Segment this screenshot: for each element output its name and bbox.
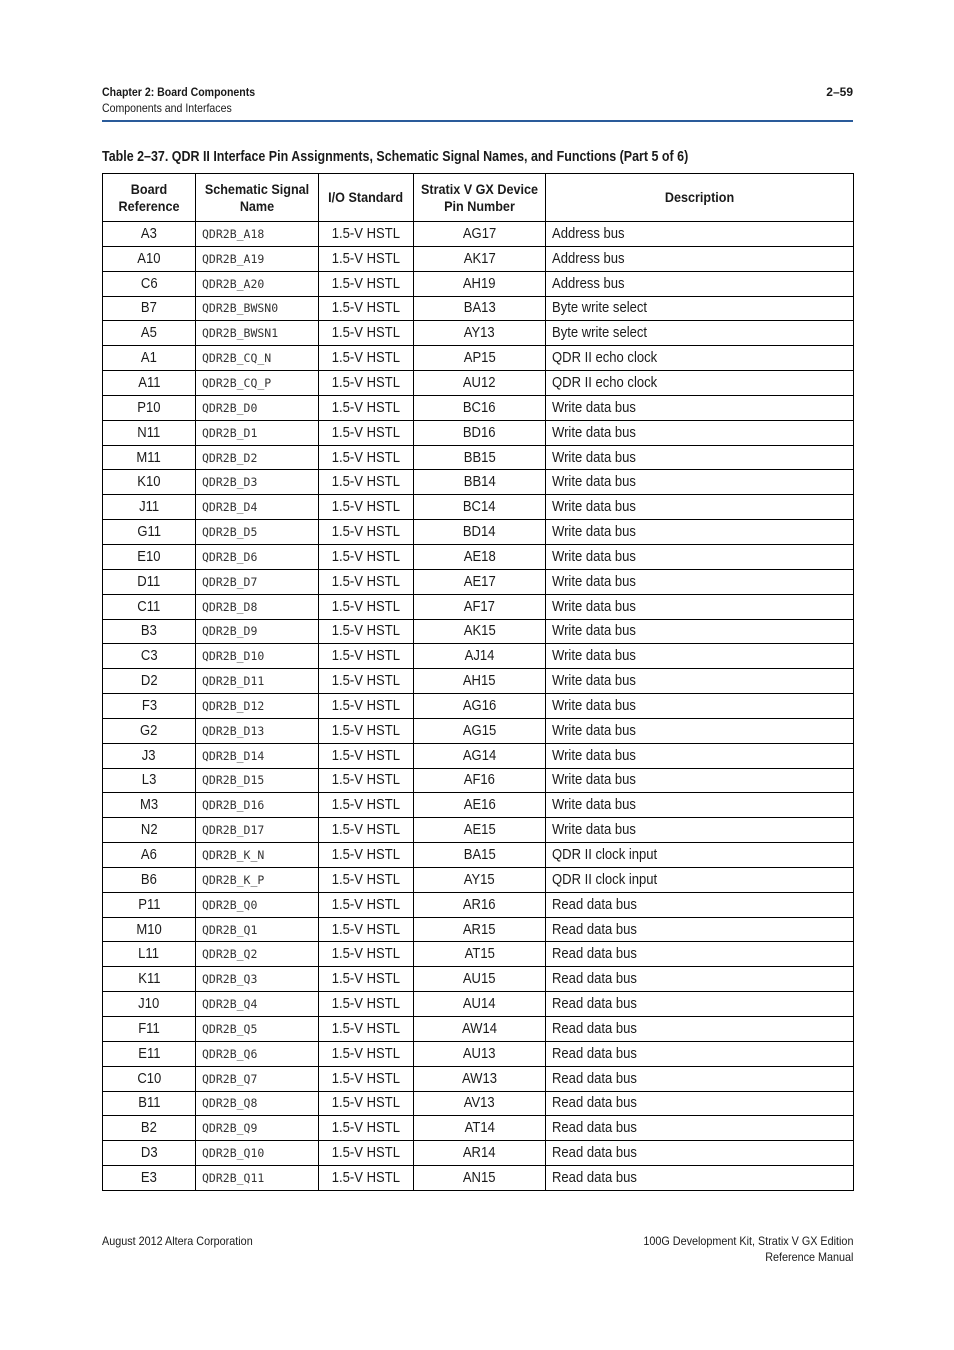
io-standard-cell: 1.5-V HSTL [319, 1116, 414, 1141]
table-row [103, 371, 854, 396]
board-reference-cell: L11 [103, 942, 196, 967]
io-standard-cell: 1.5-V HSTL [319, 1041, 414, 1066]
pin-number-cell: AW14 [414, 1017, 546, 1042]
signal-name-cell: QDR2B_D1 [196, 420, 319, 445]
description-cell: Address bus [546, 222, 854, 247]
page-header [102, 84, 853, 116]
board-reference-cell: E3 [103, 1166, 196, 1191]
description-cell: Write data bus [546, 470, 854, 495]
pin-number-cell: AF17 [414, 594, 546, 619]
description-cell: Read data bus [546, 917, 854, 942]
pin-number-cell: AW13 [414, 1066, 546, 1091]
pin-number-cell: AN15 [414, 1166, 546, 1191]
signal-name-cell: QDR2B_D14 [196, 743, 319, 768]
footer-manual: Reference Manual [764, 1250, 853, 1264]
board-reference-cell: M3 [103, 793, 196, 818]
board-reference-cell: J3 [103, 743, 196, 768]
description-cell: Read data bus [546, 1116, 854, 1141]
description-cell: Read data bus [546, 892, 854, 917]
pin-number-cell: AY15 [414, 867, 546, 892]
description-cell: Write data bus [546, 644, 854, 669]
description-cell: Read data bus [546, 1141, 854, 1166]
board-reference-cell: J10 [103, 992, 196, 1017]
description-cell: Write data bus [546, 594, 854, 619]
column-header-pin-number: Stratix V GX Device Pin Number [414, 174, 546, 222]
signal-name-cell: QDR2B_Q4 [196, 992, 319, 1017]
signal-name-cell: QDR2B_D13 [196, 718, 319, 743]
signal-name-cell: QDR2B_Q8 [196, 1091, 319, 1116]
io-standard-cell: 1.5-V HSTL [319, 1091, 414, 1116]
io-standard-cell: 1.5-V HSTL [319, 569, 414, 594]
description-cell: Write data bus [546, 495, 854, 520]
board-reference-cell: D2 [103, 669, 196, 694]
io-standard-cell: 1.5-V HSTL [319, 768, 414, 793]
description-cell: Write data bus [546, 818, 854, 843]
description-cell: Byte write select [546, 296, 854, 321]
pin-number-cell: BB14 [414, 470, 546, 495]
pin-number-cell: AG17 [414, 222, 546, 247]
description-cell: Read data bus [546, 1066, 854, 1091]
board-reference-cell: N2 [103, 818, 196, 843]
board-reference-cell: F11 [103, 1017, 196, 1042]
io-standard-cell: 1.5-V HSTL [319, 892, 414, 917]
table-row [103, 420, 854, 445]
board-reference-cell: C10 [103, 1066, 196, 1091]
pin-number-cell: AY13 [414, 321, 546, 346]
table-row [103, 818, 854, 843]
pin-number-cell: AJ14 [414, 644, 546, 669]
table-row [103, 1017, 854, 1042]
chapter-title: Chapter 2: Board Components [102, 85, 256, 99]
table-row [103, 520, 854, 545]
signal-name-cell: QDR2B_A18 [196, 222, 319, 247]
description-cell: Write data bus [546, 669, 854, 694]
signal-name-cell: QDR2B_D16 [196, 793, 319, 818]
board-reference-cell: C6 [103, 271, 196, 296]
io-standard-cell: 1.5-V HSTL [319, 594, 414, 619]
signal-name-cell: QDR2B_Q6 [196, 1041, 319, 1066]
signal-name-cell: QDR2B_A19 [196, 246, 319, 271]
io-standard-cell: 1.5-V HSTL [319, 619, 414, 644]
io-standard-cell: 1.5-V HSTL [319, 694, 414, 719]
signal-name-cell: QDR2B_D8 [196, 594, 319, 619]
board-reference-cell: M11 [103, 445, 196, 470]
pin-number-cell: AK15 [414, 619, 546, 644]
pin-number-cell: AK17 [414, 246, 546, 271]
signal-name-cell: QDR2B_Q0 [196, 892, 319, 917]
signal-name-cell: QDR2B_D3 [196, 470, 319, 495]
description-cell: Write data bus [546, 694, 854, 719]
description-cell: Write data bus [546, 520, 854, 545]
table-row [103, 346, 854, 371]
pin-number-cell: AH19 [414, 271, 546, 296]
signal-name-cell: QDR2B_A20 [196, 271, 319, 296]
table-row [103, 445, 854, 470]
io-standard-cell: 1.5-V HSTL [319, 470, 414, 495]
pin-number-cell: AP15 [414, 346, 546, 371]
table-row [103, 246, 854, 271]
description-cell: Address bus [546, 271, 854, 296]
io-standard-cell: 1.5-V HSTL [319, 544, 414, 569]
pin-number-cell: AG14 [414, 743, 546, 768]
pin-number-cell: BA15 [414, 843, 546, 868]
description-cell: Read data bus [546, 967, 854, 992]
column-header-board-reference: Board Reference [103, 174, 196, 222]
board-reference-cell: A10 [103, 246, 196, 271]
signal-name-cell: QDR2B_BWSN0 [196, 296, 319, 321]
signal-name-cell: QDR2B_D6 [196, 544, 319, 569]
signal-name-cell: QDR2B_D0 [196, 395, 319, 420]
table-row [103, 1091, 854, 1116]
io-standard-cell: 1.5-V HSTL [319, 1141, 414, 1166]
description-cell: Write data bus [546, 569, 854, 594]
table-row [103, 917, 854, 942]
pin-number-cell: AG16 [414, 694, 546, 719]
description-cell: QDR II clock input [546, 843, 854, 868]
description-cell: Read data bus [546, 942, 854, 967]
table-row [103, 718, 854, 743]
io-standard-cell: 1.5-V HSTL [319, 967, 414, 992]
table-row [103, 1041, 854, 1066]
board-reference-cell: J11 [103, 495, 196, 520]
description-cell: Write data bus [546, 743, 854, 768]
signal-name-cell: QDR2B_D10 [196, 644, 319, 669]
board-reference-cell: F3 [103, 694, 196, 719]
header-divider [102, 120, 853, 122]
description-cell: Write data bus [546, 445, 854, 470]
signal-name-cell: QDR2B_Q9 [196, 1116, 319, 1141]
footer-date-company: August 2012 Altera Corporation [102, 1234, 253, 1248]
pin-assignment-table [102, 173, 854, 1191]
board-reference-cell: P10 [103, 395, 196, 420]
board-reference-cell: K11 [103, 967, 196, 992]
io-standard-cell: 1.5-V HSTL [319, 346, 414, 371]
pin-number-cell: AR15 [414, 917, 546, 942]
pin-number-cell: AR16 [414, 892, 546, 917]
board-reference-cell: P11 [103, 892, 196, 917]
table-row [103, 569, 854, 594]
signal-name-cell: QDR2B_CQ_N [196, 346, 319, 371]
section-title: Components and Interfaces [102, 101, 232, 115]
io-standard-cell: 1.5-V HSTL [319, 917, 414, 942]
description-cell: Write data bus [546, 718, 854, 743]
table-row [103, 395, 854, 420]
io-standard-cell: 1.5-V HSTL [319, 371, 414, 396]
table-row [103, 222, 854, 247]
io-standard-cell: 1.5-V HSTL [319, 867, 414, 892]
pin-number-cell: AH15 [414, 669, 546, 694]
description-cell: Read data bus [546, 1017, 854, 1042]
table-row [103, 793, 854, 818]
board-reference-cell: D3 [103, 1141, 196, 1166]
pin-number-cell: AE18 [414, 544, 546, 569]
pin-number-cell: AE15 [414, 818, 546, 843]
io-standard-cell: 1.5-V HSTL [319, 321, 414, 346]
io-standard-cell: 1.5-V HSTL [319, 271, 414, 296]
footer-product: 100G Development Kit, Stratix V GX Edition [642, 1234, 853, 1248]
pin-number-cell: BC14 [414, 495, 546, 520]
description-cell: Write data bus [546, 793, 854, 818]
board-reference-cell: B7 [103, 296, 196, 321]
pin-number-cell: AU15 [414, 967, 546, 992]
table-row [103, 544, 854, 569]
table-row [103, 694, 854, 719]
pin-number-cell: AV13 [414, 1091, 546, 1116]
table-row [103, 867, 854, 892]
pin-number-cell: BD16 [414, 420, 546, 445]
io-standard-cell: 1.5-V HSTL [319, 222, 414, 247]
description-cell: Write data bus [546, 544, 854, 569]
signal-name-cell: QDR2B_D17 [196, 818, 319, 843]
io-standard-cell: 1.5-V HSTL [319, 495, 414, 520]
description-cell: Write data bus [546, 619, 854, 644]
io-standard-cell: 1.5-V HSTL [319, 395, 414, 420]
table-header-row [103, 174, 854, 222]
table-row [103, 594, 854, 619]
signal-name-cell: QDR2B_D12 [196, 694, 319, 719]
column-header-io-standard: I/O Standard [319, 174, 414, 222]
pin-number-cell: AT14 [414, 1116, 546, 1141]
description-cell: Read data bus [546, 1166, 854, 1191]
pin-number-cell: AR14 [414, 1141, 546, 1166]
board-reference-cell: E10 [103, 544, 196, 569]
board-reference-cell: C3 [103, 644, 196, 669]
table-row [103, 768, 854, 793]
signal-name-cell: QDR2B_D11 [196, 669, 319, 694]
io-standard-cell: 1.5-V HSTL [319, 843, 414, 868]
io-standard-cell: 1.5-V HSTL [319, 818, 414, 843]
pin-number-cell: BC16 [414, 395, 546, 420]
signal-name-cell: QDR2B_Q2 [196, 942, 319, 967]
description-cell: Write data bus [546, 768, 854, 793]
io-standard-cell: 1.5-V HSTL [319, 718, 414, 743]
board-reference-cell: B3 [103, 619, 196, 644]
board-reference-cell: A5 [103, 321, 196, 346]
signal-name-cell: QDR2B_Q7 [196, 1066, 319, 1091]
table-row [103, 992, 854, 1017]
description-cell: QDR II echo clock [546, 371, 854, 396]
footer-product-info [643, 1233, 853, 1265]
description-cell: QDR II echo clock [546, 346, 854, 371]
io-standard-cell: 1.5-V HSTL [319, 296, 414, 321]
table-row [103, 669, 854, 694]
signal-name-cell: QDR2B_Q11 [196, 1166, 319, 1191]
signal-name-cell: QDR2B_Q3 [196, 967, 319, 992]
table-row [103, 892, 854, 917]
description-cell: Read data bus [546, 1041, 854, 1066]
io-standard-cell: 1.5-V HSTL [319, 1166, 414, 1191]
signal-name-cell: QDR2B_D5 [196, 520, 319, 545]
column-header-description: Description [546, 174, 854, 222]
signal-name-cell: QDR2B_Q10 [196, 1141, 319, 1166]
board-reference-cell: A6 [103, 843, 196, 868]
pin-number-cell: BB15 [414, 445, 546, 470]
description-cell: Write data bus [546, 420, 854, 445]
table-row [103, 296, 854, 321]
table-row [103, 967, 854, 992]
io-standard-cell: 1.5-V HSTL [319, 992, 414, 1017]
description-cell: Write data bus [546, 395, 854, 420]
table-row [103, 1141, 854, 1166]
board-reference-cell: G2 [103, 718, 196, 743]
board-reference-cell: N11 [103, 420, 196, 445]
io-standard-cell: 1.5-V HSTL [319, 669, 414, 694]
table-row [103, 271, 854, 296]
signal-name-cell: QDR2B_D7 [196, 569, 319, 594]
table-row [103, 644, 854, 669]
pin-number-cell: AU14 [414, 992, 546, 1017]
io-standard-cell: 1.5-V HSTL [319, 1017, 414, 1042]
table-row [103, 1066, 854, 1091]
signal-name-cell: QDR2B_D2 [196, 445, 319, 470]
table-row [103, 619, 854, 644]
board-reference-cell: E11 [103, 1041, 196, 1066]
description-cell: Address bus [546, 246, 854, 271]
table-row [103, 495, 854, 520]
pin-number-cell: AE17 [414, 569, 546, 594]
io-standard-cell: 1.5-V HSTL [319, 644, 414, 669]
table-row [103, 942, 854, 967]
io-standard-cell: 1.5-V HSTL [319, 520, 414, 545]
table-row [103, 1116, 854, 1141]
io-standard-cell: 1.5-V HSTL [319, 942, 414, 967]
table-row [103, 470, 854, 495]
board-reference-cell: B6 [103, 867, 196, 892]
board-reference-cell: B2 [103, 1116, 196, 1141]
signal-name-cell: QDR2B_D15 [196, 768, 319, 793]
description-cell: Read data bus [546, 1091, 854, 1116]
signal-name-cell: QDR2B_D4 [196, 495, 319, 520]
board-reference-cell: L3 [103, 768, 196, 793]
signal-name-cell: QDR2B_Q5 [196, 1017, 319, 1042]
signal-name-cell: QDR2B_K_N [196, 843, 319, 868]
description-cell: Byte write select [546, 321, 854, 346]
pin-number-cell: AU13 [414, 1041, 546, 1066]
table-row [103, 321, 854, 346]
table-body [103, 222, 854, 1191]
table-row [103, 1166, 854, 1191]
pin-number-cell: AU12 [414, 371, 546, 396]
table-row [103, 743, 854, 768]
board-reference-cell: A1 [103, 346, 196, 371]
board-reference-cell: A3 [103, 222, 196, 247]
io-standard-cell: 1.5-V HSTL [319, 793, 414, 818]
signal-name-cell: QDR2B_K_P [196, 867, 319, 892]
io-standard-cell: 1.5-V HSTL [319, 420, 414, 445]
board-reference-cell: M10 [103, 917, 196, 942]
signal-name-cell: QDR2B_Q1 [196, 917, 319, 942]
board-reference-cell: C11 [103, 594, 196, 619]
pin-number-cell: AT15 [414, 942, 546, 967]
pin-number-cell: BA13 [414, 296, 546, 321]
pin-number-cell: AE16 [414, 793, 546, 818]
column-header-signal-name: Schematic Signal Name [196, 174, 319, 222]
pin-number-cell: BD14 [414, 520, 546, 545]
board-reference-cell: G11 [103, 520, 196, 545]
table-caption: Table 2–37. QDR II Interface Pin Assignments, Schematic Signal Names, and Functions (Part 5 of 6) [102, 149, 689, 165]
description-cell: QDR II clock input [546, 867, 854, 892]
io-standard-cell: 1.5-V HSTL [319, 445, 414, 470]
signal-name-cell: QDR2B_BWSN1 [196, 321, 319, 346]
page-number: 2–59 [826, 85, 853, 99]
board-reference-cell: K10 [103, 470, 196, 495]
description-cell: Read data bus [546, 992, 854, 1017]
board-reference-cell: D11 [103, 569, 196, 594]
io-standard-cell: 1.5-V HSTL [319, 1066, 414, 1091]
board-reference-cell: A11 [103, 371, 196, 396]
pin-number-cell: AG15 [414, 718, 546, 743]
board-reference-cell: B11 [103, 1091, 196, 1116]
io-standard-cell: 1.5-V HSTL [319, 246, 414, 271]
pin-number-cell: AF16 [414, 768, 546, 793]
io-standard-cell: 1.5-V HSTL [319, 743, 414, 768]
table-row [103, 843, 854, 868]
signal-name-cell: QDR2B_D9 [196, 619, 319, 644]
signal-name-cell: QDR2B_CQ_P [196, 371, 319, 396]
